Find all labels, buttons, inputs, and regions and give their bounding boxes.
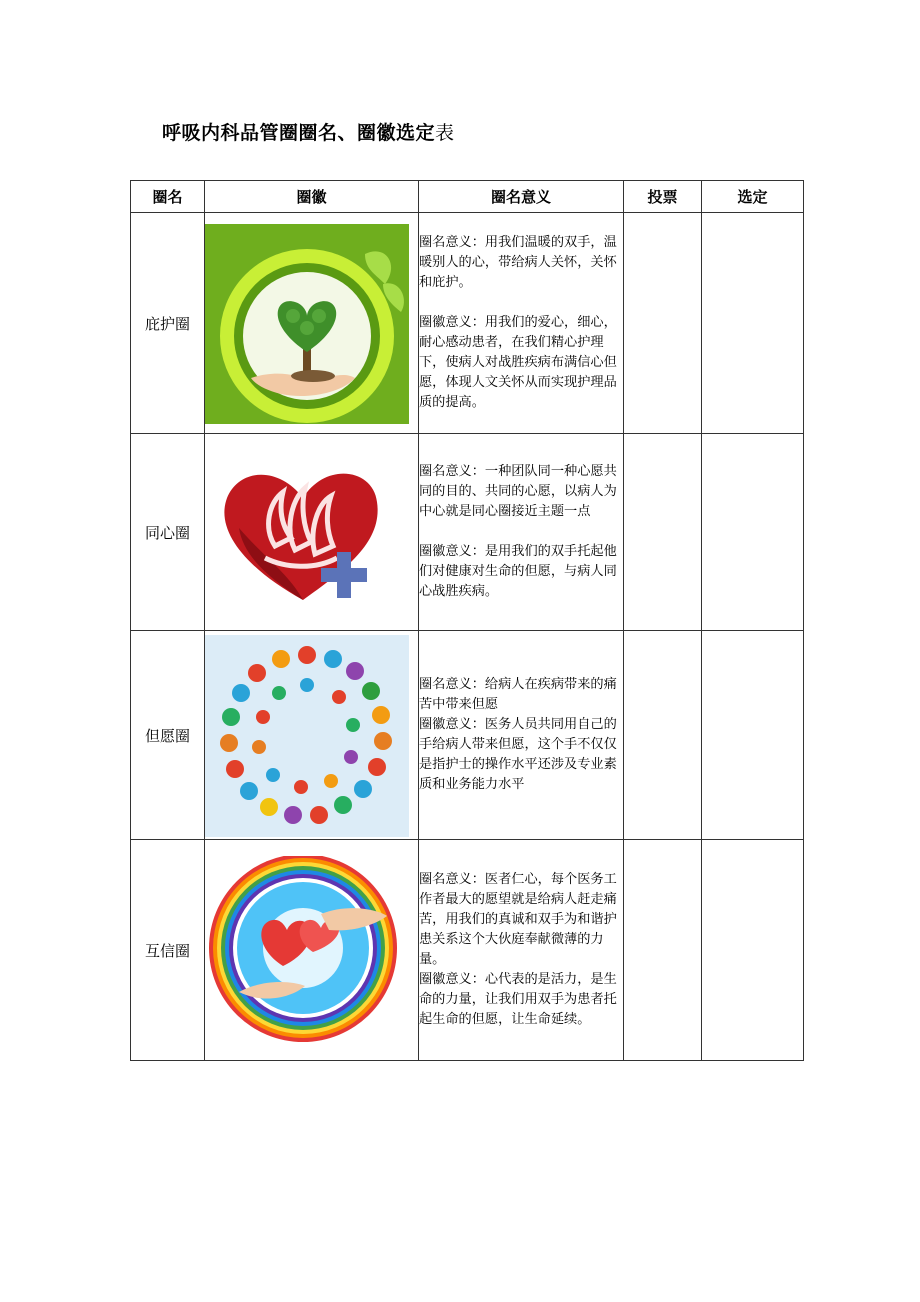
name-meaning: 圈名意义：给病人在疾病带来的痛苦中带来但愿: [419, 677, 617, 712]
table-row: [131, 631, 804, 840]
select-cell[interactable]: [702, 631, 804, 840]
page-title: [162, 118, 455, 145]
header-vote: 投票: [624, 181, 702, 213]
table-row: [131, 434, 804, 631]
select-cell[interactable]: [702, 213, 804, 434]
heart-hand-cross-icon: [205, 458, 409, 608]
circle-name: 互信圈: [131, 840, 205, 1061]
selection-table: [130, 180, 804, 1061]
header-select: 选定: [702, 181, 804, 213]
table-row: [131, 840, 804, 1061]
select-cell[interactable]: [702, 840, 804, 1061]
tree-heart-hands-icon: [205, 224, 409, 424]
vote-cell[interactable]: [624, 631, 702, 840]
name-meaning: 圈名意义：用我们温暖的双手，温暖别人的心，带给病人关怀，关怀和庇护。: [419, 235, 617, 290]
circle-name: 但愿圈: [131, 631, 205, 840]
circle-name: 同心圈: [131, 434, 205, 631]
vote-cell[interactable]: [624, 434, 702, 631]
name-meaning: 圈名意义：医者仁心，每个医务工作者最大的愿望就是给病人赶走痛苦，用我们的真诚和双手为和谐护患关系这个大伙庭奉献微薄的力量。: [419, 872, 617, 967]
logo-meaning: 圈徽意义：医务人员共同用自己的手给病人带来但愿，这个手不仅仅是指护士的操作水平还涉及专业素质和业务能力水平: [419, 717, 617, 792]
table-header-row: [131, 181, 804, 213]
rainbow-hearts-hands-icon: [205, 856, 409, 1046]
select-cell[interactable]: [702, 434, 804, 631]
table-row: [131, 213, 804, 434]
circle-name: 庇护圈: [131, 213, 205, 434]
handprint-wreath-icon: [205, 635, 409, 837]
header-logo: 圈徽: [205, 181, 419, 213]
page-title-tail: 表: [435, 122, 455, 144]
vote-cell[interactable]: [624, 840, 702, 1061]
header-name: 圈名: [131, 181, 205, 213]
logo-meaning: 圈徽意义：是用我们的双手托起他们对健康对生命的但愿，与病人同心战胜疾病。: [419, 544, 617, 599]
name-meaning: 圈名意义：一种团队同一种心愿共同的目的、共同的心愿，以病人为中心就是同心圈接近主题一点: [419, 464, 617, 519]
logo-meaning: 圈徽意义：心代表的是活力，是生命的力量，让我们用双手为患者托起生命的但愿，让生命延续。: [419, 972, 617, 1027]
vote-cell[interactable]: [624, 213, 702, 434]
header-meaning: 圈名意义: [419, 181, 624, 213]
logo-meaning: 圈徽意义：用我们的爱心，细心，耐心感动患者，在我们精心护理下，使病人对战胜疾病布满信心但愿，体现人文关怀从而实现护理品质的提高。: [419, 315, 617, 410]
page-title-main: 呼吸内科品管圈圈名、圈徽选定: [162, 122, 436, 144]
